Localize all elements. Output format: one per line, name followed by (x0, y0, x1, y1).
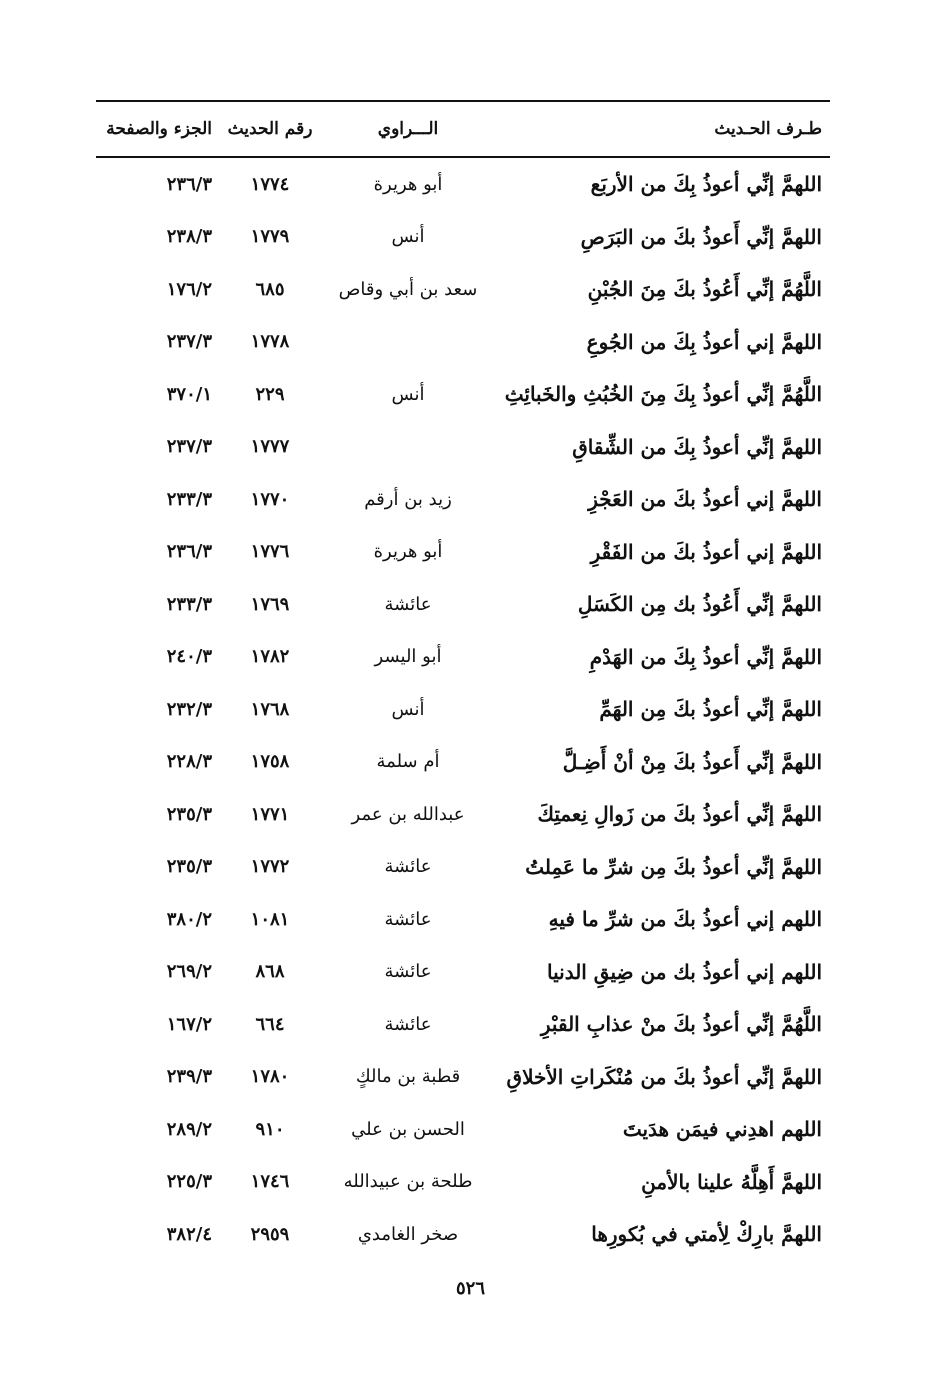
hadith-number-cell: ١٧٧١ (250, 803, 290, 825)
hadith-number-cell: ١٧٦٨ (250, 698, 290, 720)
header-hadith: طـرف الحـديث (714, 119, 822, 139)
narrator-cell: أبو هريرة (373, 173, 443, 195)
reference-cell: ٣٨٢/٤ (166, 1223, 212, 1245)
reference-cell: ٢٣٧/٣ (166, 331, 212, 353)
table-row (96, 788, 830, 841)
hadith-number-cell: ١٧٧٢ (250, 856, 290, 878)
reference-cell: ٢٢٨/٣ (166, 751, 212, 773)
table-row (96, 683, 830, 736)
narrator-cell: أنس (391, 226, 425, 248)
hadith-cell: اللهمَّ أَهِلَّهُ علينا بالأمنِ (641, 1169, 822, 1194)
narrator-cell: أبو هريرة (373, 541, 443, 563)
table-body (96, 158, 830, 1261)
page-number: ٥٢٦ (455, 1278, 485, 1299)
reference-cell: ٢٣٣/٣ (166, 593, 212, 615)
hadith-cell: اللهمَّ إني أعوذُ بكَ من الفَقْرِ (590, 539, 822, 564)
reference-cell: ٣٧٠/١ (166, 383, 212, 405)
hadith-number-cell: ١٠٨١ (250, 908, 290, 930)
narrator-cell: عبدالله بن عمر (351, 803, 465, 825)
table-header (96, 102, 830, 158)
hadith-number-cell: ٩١٠ (255, 1118, 285, 1140)
hadith-number-cell: ٢٩٥٩ (250, 1223, 290, 1245)
narrator-cell: عائشة (384, 908, 432, 930)
hadith-number-cell: ٢٢٩ (255, 383, 285, 405)
hadith-number-cell: ١٧٧٤ (250, 173, 290, 195)
table-row (96, 421, 830, 474)
hadith-cell: اللهمَّ إنِّي أَعوذُ بكَ مِنْ أنْ أَضِـلَّ (562, 749, 822, 774)
reference-cell: ٢٨٩/٢ (166, 1118, 212, 1140)
table-row (96, 841, 830, 894)
hadith-number-cell: ١٧٤٦ (250, 1171, 290, 1193)
reference-cell: ٢٤٠/٣ (166, 646, 212, 668)
hadith-number-cell: ١٧٦٩ (250, 593, 290, 615)
narrator-cell: أم سلمة (376, 751, 440, 773)
reference-cell: ٢٣٦/٣ (166, 541, 212, 563)
reference-cell: ٢٣٣/٣ (166, 488, 212, 510)
header-number: رقم الحديث (227, 119, 313, 139)
narrator-cell: زيد بن أرقم (364, 488, 452, 510)
hadith-cell: اللهمَّ إنِّي أعوذُ بِكَ من الأربَع (590, 172, 822, 197)
narrator-cell: عائشة (384, 856, 432, 878)
header-narrator: الـــراوي (377, 119, 439, 139)
header-reference: الجزء والصفحة (106, 119, 212, 139)
reference-cell: ١٧٦/٢ (166, 278, 212, 300)
table-row (96, 578, 830, 631)
reference-cell: ١٦٧/٢ (166, 1013, 212, 1035)
hadith-cell: اللهم إني أعوذُ بك من ضِيقِ الدنيا (547, 959, 822, 984)
hadith-number-cell: ١٧٧٩ (250, 226, 290, 248)
hadith-cell: اللهمَّ إنِّي أعوذُ بكَ مِن الهَمِّ (599, 697, 822, 722)
table-row (96, 1156, 830, 1209)
hadith-number-cell: ١٧٧٨ (250, 331, 290, 353)
hadith-number-cell: ١٧٧٧ (250, 436, 290, 458)
hadith-cell: اللَّهُمَّ إنِّي أعوذُ بِكَ مِنَ الخُبُثِ والخَبائِثِ (504, 382, 822, 407)
table-row (96, 368, 830, 421)
narrator-cell: أنس (391, 383, 425, 405)
narrator-cell: أبو اليسر (374, 646, 442, 668)
hadith-number-cell: ١٧٥٨ (250, 751, 290, 773)
table-row (96, 736, 830, 789)
table-row (96, 263, 830, 316)
reference-cell: ٢٣٧/٣ (166, 436, 212, 458)
reference-cell: ٣٨٠/٢ (166, 908, 212, 930)
reference-cell: ٢٣٦/٣ (166, 173, 212, 195)
narrator-cell: أنس (391, 698, 425, 720)
reference-cell: ٢٣٥/٣ (166, 856, 212, 878)
table-row (96, 946, 830, 999)
table-row (96, 473, 830, 526)
hadith-cell: اللهم إني أعوذُ بكَ من شرِّ ما فيهِ (548, 907, 822, 932)
hadith-number-cell: ٦٨٥ (255, 278, 285, 300)
table-row (96, 1051, 830, 1104)
narrator-cell: قطبة بن مالكٍ (355, 1066, 461, 1088)
hadith-cell: اللهمَّ إنِّي أعوذُ بِكَ من الهَدْمِ (589, 644, 822, 669)
table-row (96, 211, 830, 264)
hadith-cell: اللهمَّ إني أعوذُ بِكَ من الجُوعِ (586, 329, 822, 354)
table-row (96, 1208, 830, 1261)
hadith-cell: اللهمَّ إنِّي أَعوذُ بكَ من البَرَصِ (580, 224, 822, 249)
hadith-number-cell: ٦٦٤ (255, 1013, 285, 1035)
narrator-cell: طلحة بن عبيدالله (343, 1171, 473, 1193)
narrator-cell: عائشة (384, 593, 432, 615)
hadith-cell: اللهمَّ إنِّي أَعُوذُ بك مِن الكَسَلِ (577, 592, 822, 617)
reference-cell: ٢٣٨/٣ (166, 226, 212, 248)
narrator-cell: الحسن بن علي (351, 1118, 465, 1140)
hadith-cell: اللهمَّ بارِكْ لِأمتي في بُكورِها (591, 1222, 822, 1247)
reference-cell: ٢٣٥/٣ (166, 803, 212, 825)
reference-cell: ٢٣٢/٣ (166, 698, 212, 720)
hadith-cell: اللهمَّ إنِّي أعوذُ بِكَ من الشِّقاقِ (572, 434, 822, 459)
hadith-cell: اللهمَّ إني أعوذُ بكَ من العَجْزِ (588, 487, 822, 512)
table-row (96, 526, 830, 579)
table-row (96, 316, 830, 369)
hadith-cell: اللهمَّ إنِّي أعوذُ بكَ من زَوالِ نِعمتِكَ (537, 802, 822, 827)
reference-cell: ٢٢٥/٣ (166, 1171, 212, 1193)
hadith-cell: اللهم اهدِني فيمَن هدَيتَ (622, 1117, 822, 1142)
hadith-number-cell: ١٧٧٠ (250, 488, 290, 510)
narrator-cell: عائشة (384, 1013, 432, 1035)
hadith-cell: اللَّهُمَّ إنِّي أَعُوذُ بكَ مِنَ الجُبْنِ (587, 277, 822, 302)
reference-cell: ٢٦٩/٢ (166, 961, 212, 983)
hadith-number-cell: ١٧٨٢ (250, 646, 290, 668)
hadith-cell: اللهمَّ إنِّي أعوذُ بكَ من مُنْكَراتِ الأخلاقِ (506, 1064, 822, 1089)
table-row (96, 893, 830, 946)
narrator-cell: عائشة (384, 961, 432, 983)
narrator-cell: صخر الغامدي (357, 1223, 459, 1245)
narrator-cell: سعد بن أبي وقاص (338, 278, 478, 300)
table-row (96, 631, 830, 684)
hadith-cell: اللَّهُمَّ إنِّي أعوذُ بكَ منْ عذابِ القبْرِ (540, 1012, 822, 1037)
reference-cell: ٢٣٩/٣ (166, 1066, 212, 1088)
narrator-cell (338, 316, 478, 369)
table-row (96, 998, 830, 1051)
hadith-cell: اللهمَّ إنِّي أعوذُ بكَ مِن شرِّ ما عَمِلتُ (525, 854, 822, 879)
narrator-cell (338, 421, 478, 474)
table-row (96, 158, 830, 211)
hadith-number-cell: ٨٦٨ (255, 961, 285, 983)
hadith-index-table (96, 100, 830, 1261)
hadith-number-cell: ١٧٧٦ (250, 541, 290, 563)
table-row (96, 1103, 830, 1156)
hadith-number-cell: ١٧٨٠ (250, 1066, 290, 1088)
